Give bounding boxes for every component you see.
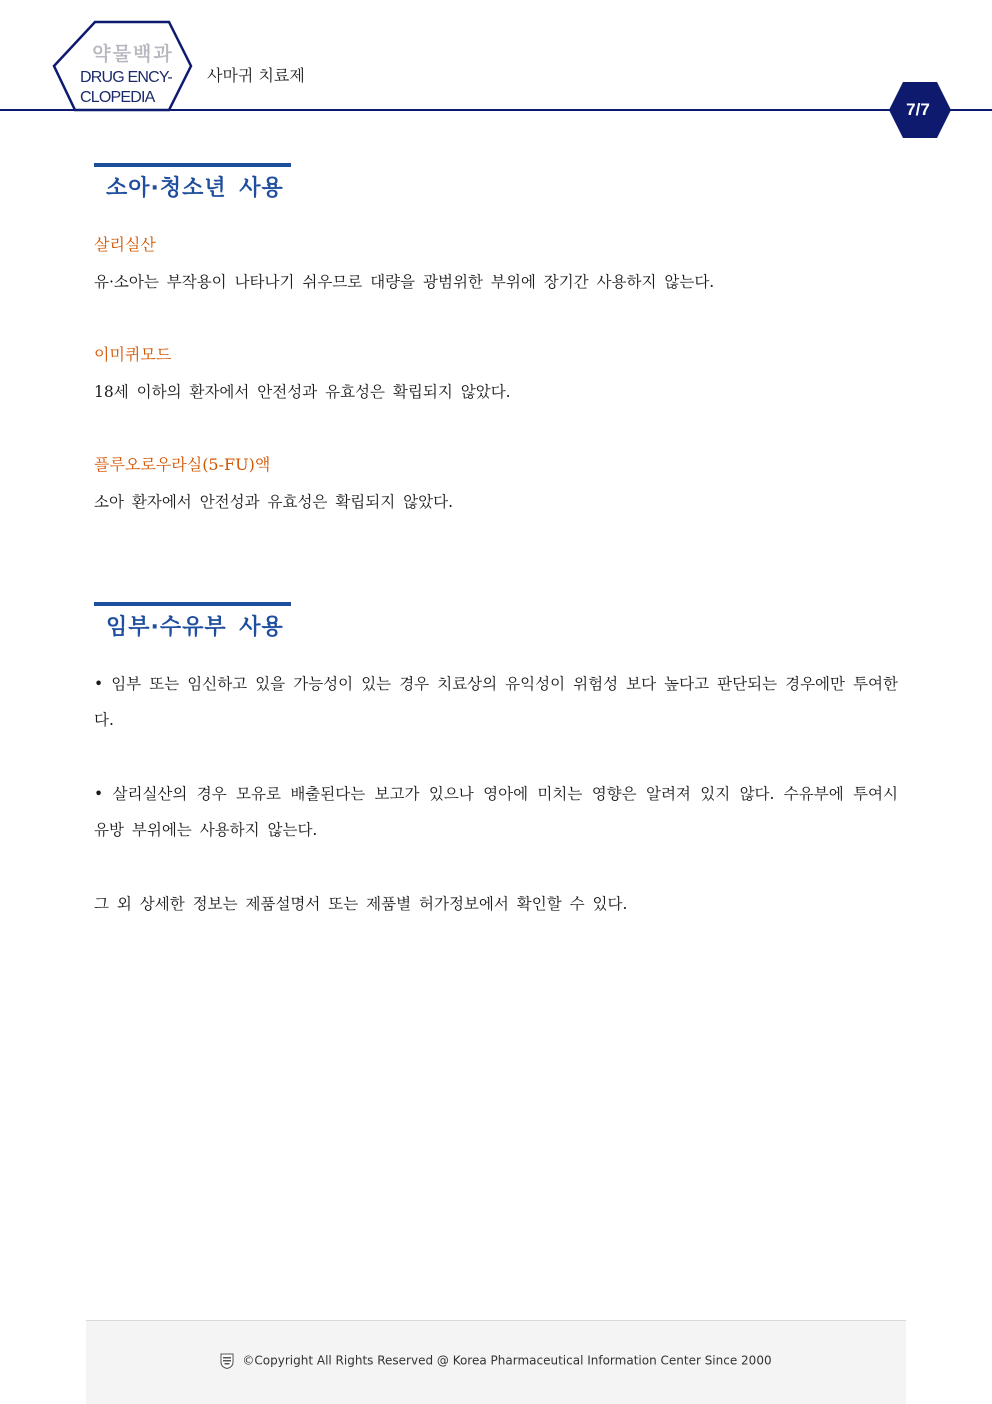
logo-english bbox=[80, 68, 190, 108]
footer bbox=[86, 1320, 906, 1404]
section-title-bar bbox=[94, 163, 291, 167]
pregnancy-paragraph-1: • 임부 또는 임신하고 있을 가능성이 있는 경우 치료상의 유익성이 위험성 보다 높다고 판단되는 경우에만 투여한다. bbox=[94, 675, 898, 729]
footer-content bbox=[86, 1353, 906, 1369]
section-title-bar bbox=[94, 602, 291, 606]
logo-english-line1: DRUG ENCY- bbox=[80, 69, 172, 86]
logo-english-line2: CLOPEDIA bbox=[80, 89, 155, 106]
drug-name-salicylic-acid: 살리실산 bbox=[94, 235, 156, 254]
logo-korean: 약물백과 bbox=[92, 43, 174, 65]
shield-crest-icon bbox=[220, 1353, 234, 1369]
pregnancy-paragraph-3: 그 외 상세한 정보는 제품설명서 또는 제품별 허가정보에서 확인할 수 있다. bbox=[94, 895, 628, 913]
section-title-pediatric: 소아·청소년 사용 bbox=[106, 176, 284, 201]
footer-copyright: ©Copyright All Rights Reserved @ Korea Pharmaceutical Information Center Since 2000 bbox=[242, 1353, 772, 1368]
page-indicator: 7/7 bbox=[906, 100, 930, 119]
document-title: 사마귀 치료제 bbox=[207, 66, 305, 85]
pregnancy-paragraph-2: • 살리실산의 경우 모유로 배출된다는 보고가 있으나 영아에 미치는 영향은 알려져 있지 않다. 수유부에 투여시 유방 부위에는 사용하지 않는다. bbox=[94, 785, 898, 839]
drug-name-imiquimod: 이미퀴모드 bbox=[94, 345, 172, 364]
drug-text-imiquimod: 18세 이하의 환자에서 안전성과 유효성은 확립되지 않았다. bbox=[94, 383, 511, 401]
drug-name-fluorouracil: 플루오로우라실(5-FU)액 bbox=[94, 455, 271, 474]
drug-text-fluorouracil: 소아 환자에서 안전성과 유효성은 확립되지 않았다. bbox=[94, 493, 453, 511]
section-title-pregnancy: 임부·수유부 사용 bbox=[106, 615, 284, 640]
drug-text-salicylic-acid: 유·소아는 부작용이 나타나기 쉬우므로 대량을 광범위한 부위에 장기간 사용하지 않는다. bbox=[94, 273, 715, 291]
